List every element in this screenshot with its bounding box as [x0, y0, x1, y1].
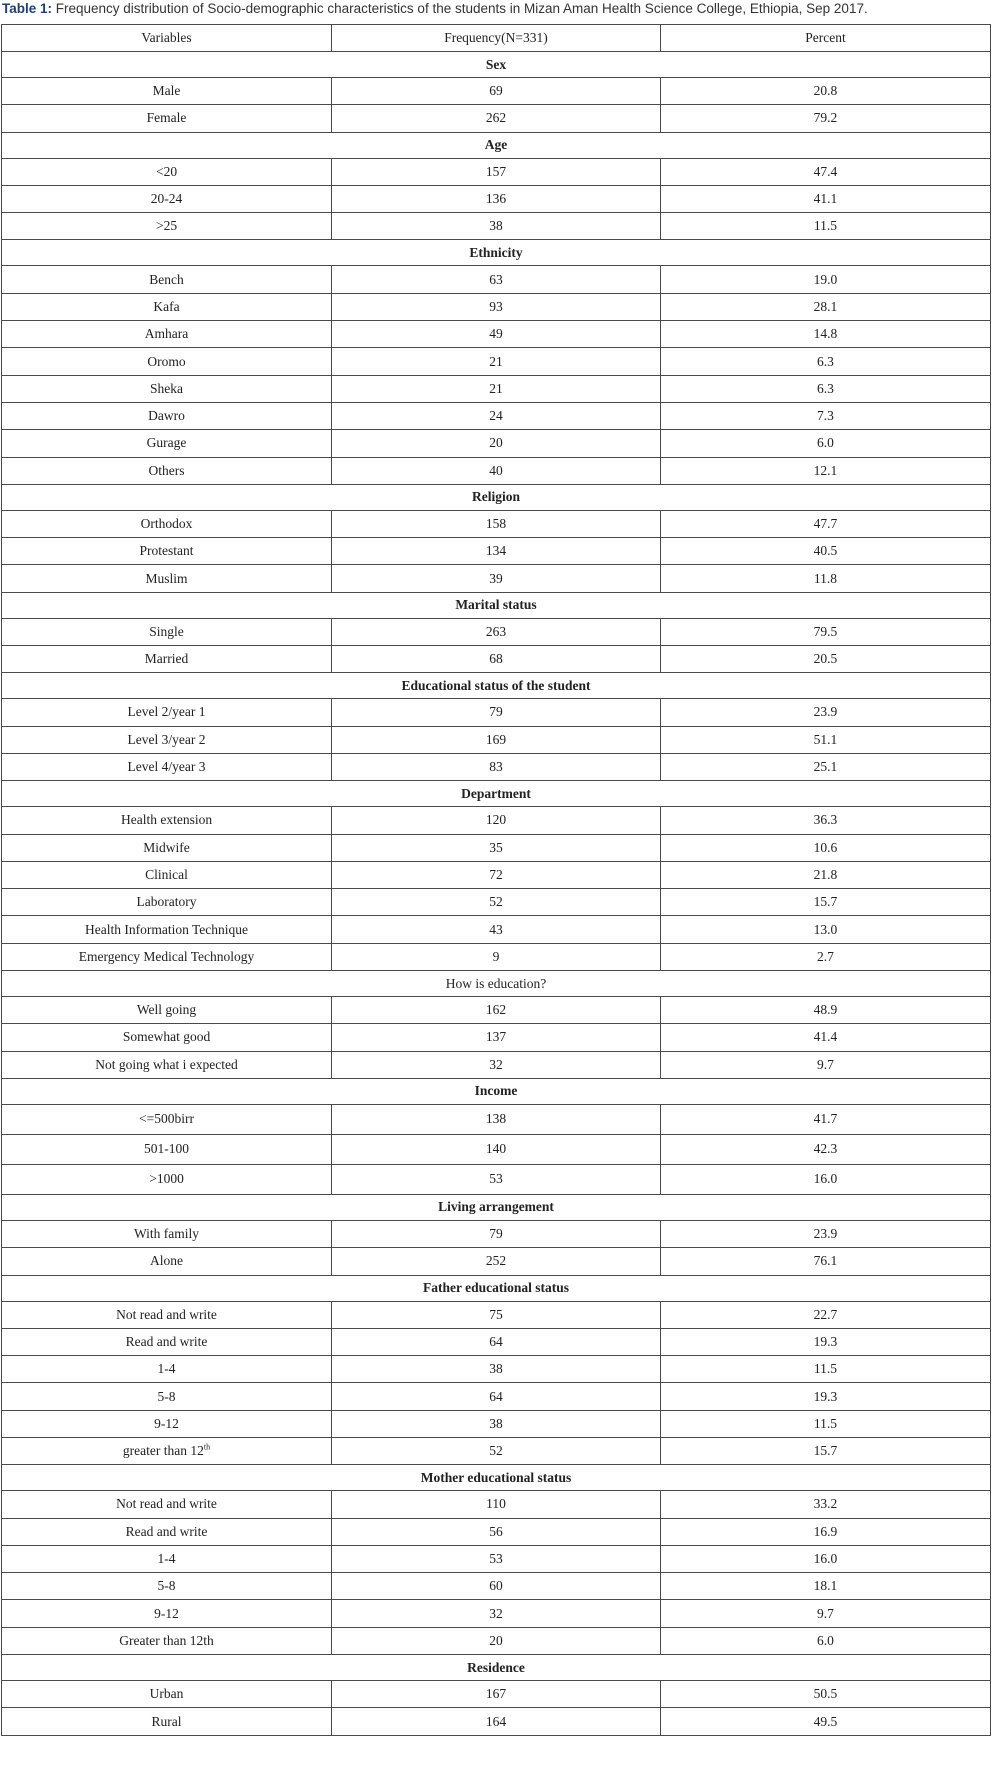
row-label-text: Female — [146, 110, 187, 126]
row-percent: 6.3 — [660, 375, 990, 402]
row-label — [2, 618, 332, 645]
row-label-text: Clinical — [145, 866, 188, 882]
table-row — [2, 1383, 991, 1410]
row-label-text: Midwife — [143, 839, 190, 855]
table-row — [2, 510, 991, 537]
header-percent: Percent — [660, 25, 990, 52]
table-body — [2, 52, 991, 1736]
row-frequency: 43 — [332, 916, 661, 943]
section-title: How is education? — [2, 971, 991, 997]
row-frequency: 52 — [332, 1437, 661, 1464]
row-percent: 79.2 — [660, 105, 990, 132]
row-percent: 6.0 — [660, 1627, 990, 1654]
row-label-text: Protestant — [139, 543, 194, 559]
row-label — [2, 699, 332, 726]
row-frequency: 252 — [332, 1248, 661, 1275]
row-percent: 42.3 — [660, 1134, 990, 1164]
row-percent: 40.5 — [660, 538, 990, 565]
row-percent: 23.9 — [660, 1220, 990, 1247]
row-frequency: 157 — [332, 158, 661, 185]
row-label — [2, 1410, 332, 1437]
row-label-text: <20 — [155, 163, 178, 179]
row-label — [2, 510, 332, 537]
table-row — [2, 538, 991, 565]
row-label — [2, 266, 332, 293]
section-title: Living arrangement — [2, 1194, 991, 1220]
row-label-text: >1000 — [149, 1171, 184, 1187]
row-frequency: 9 — [332, 943, 661, 970]
row-label-text: Read and write — [125, 1333, 208, 1349]
section-title: Residence — [2, 1655, 991, 1681]
row-percent: 15.7 — [660, 889, 990, 916]
row-label-text: >25 — [155, 218, 178, 234]
row-frequency: 38 — [332, 1410, 661, 1437]
row-frequency: 53 — [332, 1545, 661, 1572]
row-label — [2, 916, 332, 943]
row-frequency: 20 — [332, 430, 661, 457]
section-header-row — [2, 1194, 991, 1220]
table-row — [2, 726, 991, 753]
section-header-row — [2, 1465, 991, 1491]
row-percent: 49.5 — [660, 1708, 990, 1735]
table-row — [2, 889, 991, 916]
table-caption — [2, 0, 990, 18]
row-percent: 13.0 — [660, 916, 990, 943]
table-caption-text: Frequency distribution of Socio-demographic characteristics of the students in Mizan Aman Health Science College, Ethiopia, Sep 2017. — [52, 1, 868, 16]
row-label — [2, 158, 332, 185]
row-percent: 19.3 — [660, 1328, 990, 1355]
table-row — [2, 1437, 991, 1464]
row-percent: 11.5 — [660, 1356, 990, 1383]
row-label-text: greater than 12 — [122, 1443, 204, 1459]
row-label-text: Level 2/year 1 — [127, 704, 206, 720]
row-frequency: 164 — [332, 1708, 661, 1735]
row-frequency: 60 — [332, 1573, 661, 1600]
section-header-row — [2, 1655, 991, 1681]
table-row — [2, 105, 991, 132]
row-label-text: 5-8 — [157, 1578, 176, 1594]
section-header-row — [2, 971, 991, 997]
row-label — [2, 1301, 332, 1328]
table-row — [2, 943, 991, 970]
section-title: Department — [2, 781, 991, 807]
section-header-row — [2, 52, 991, 78]
row-label — [2, 1220, 332, 1247]
row-percent: 16.0 — [660, 1545, 990, 1572]
row-frequency: 40 — [332, 457, 661, 484]
row-label — [2, 807, 332, 834]
row-label — [2, 1356, 332, 1383]
row-percent: 36.3 — [660, 807, 990, 834]
row-label-text: Laboratory — [136, 894, 197, 910]
table-row — [2, 916, 991, 943]
row-frequency: 83 — [332, 753, 661, 780]
row-percent: 2.7 — [660, 943, 990, 970]
table-row — [2, 1410, 991, 1437]
table-row — [2, 321, 991, 348]
row-frequency: 79 — [332, 699, 661, 726]
table-row — [2, 807, 991, 834]
row-frequency: 162 — [332, 997, 661, 1024]
row-label — [2, 1491, 332, 1518]
row-percent: 28.1 — [660, 293, 990, 320]
section-header-row — [2, 781, 991, 807]
row-frequency: 64 — [332, 1328, 661, 1355]
row-label-text: 1-4 — [157, 1361, 176, 1377]
row-frequency: 39 — [332, 565, 661, 592]
row-label-text: Rural — [151, 1713, 182, 1729]
row-frequency: 138 — [332, 1104, 661, 1134]
row-frequency: 75 — [332, 1301, 661, 1328]
row-percent: 41.4 — [660, 1024, 990, 1051]
row-percent: 20.8 — [660, 78, 990, 105]
table-row — [2, 834, 991, 861]
row-label — [2, 646, 332, 673]
section-title: Age — [2, 132, 991, 158]
row-label-text: Level 4/year 3 — [127, 759, 206, 775]
row-percent: 7.3 — [660, 402, 990, 429]
table-caption-label: Table 1: — [2, 1, 53, 16]
row-label — [2, 1545, 332, 1572]
row-label — [2, 1681, 332, 1708]
row-percent: 47.4 — [660, 158, 990, 185]
header-frequency: Frequency(N=331) — [332, 25, 661, 52]
row-label — [2, 1518, 332, 1545]
row-label-text: Not going what i expected — [95, 1056, 238, 1072]
row-percent: 11.8 — [660, 565, 990, 592]
row-frequency: 69 — [332, 78, 661, 105]
section-header-row — [2, 1275, 991, 1301]
section-header-row — [2, 673, 991, 699]
row-label-text: Health Information Technique — [85, 921, 249, 937]
table-row — [2, 646, 991, 673]
row-frequency: 93 — [332, 293, 661, 320]
row-percent: 41.1 — [660, 185, 990, 212]
row-frequency: 72 — [332, 861, 661, 888]
row-percent: 15.7 — [660, 1437, 990, 1464]
table-row — [2, 753, 991, 780]
row-percent: 14.8 — [660, 321, 990, 348]
row-percent: 11.5 — [660, 213, 990, 240]
table-row — [2, 997, 991, 1024]
row-frequency: 79 — [332, 1220, 661, 1247]
row-frequency: 21 — [332, 348, 661, 375]
row-label-text: Read and write — [125, 1523, 208, 1539]
row-frequency: 167 — [332, 1681, 661, 1708]
row-label — [2, 213, 332, 240]
row-label — [2, 321, 332, 348]
row-frequency: 137 — [332, 1024, 661, 1051]
row-label-text: Somewhat good — [122, 1029, 211, 1045]
row-percent: 47.7 — [660, 510, 990, 537]
row-label-text: 9-12 — [154, 1605, 179, 1621]
row-frequency: 52 — [332, 889, 661, 916]
row-label — [2, 1164, 332, 1194]
row-label-text: Others — [148, 462, 185, 478]
row-label-text: Not read and write — [116, 1496, 217, 1512]
section-title: Marital status — [2, 592, 991, 618]
row-frequency: 20 — [332, 1627, 661, 1654]
row-label-text: 20-24 — [150, 191, 183, 207]
row-label — [2, 1383, 332, 1410]
section-header-row — [2, 484, 991, 510]
table-row — [2, 375, 991, 402]
row-label-text: 1-4 — [157, 1551, 176, 1567]
table-row — [2, 1708, 991, 1735]
row-label-text: Kafa — [153, 298, 180, 314]
row-label — [2, 1024, 332, 1051]
row-percent: 22.7 — [660, 1301, 990, 1328]
section-title: Mother educational status — [2, 1465, 991, 1491]
row-frequency: 158 — [332, 510, 661, 537]
row-label-text: <=500birr — [139, 1111, 195, 1127]
row-percent: 19.3 — [660, 1383, 990, 1410]
row-label-text: Well going — [136, 1002, 197, 1018]
table-row — [2, 1301, 991, 1328]
row-frequency: 110 — [332, 1491, 661, 1518]
table-row — [2, 1220, 991, 1247]
row-percent: 9.7 — [660, 1051, 990, 1078]
row-label-text: With family — [133, 1226, 200, 1242]
row-label-text: Male — [152, 83, 181, 99]
row-label — [2, 105, 332, 132]
row-label-text: Amhara — [144, 326, 189, 342]
row-frequency: 38 — [332, 1356, 661, 1383]
table-row — [2, 78, 991, 105]
row-label — [2, 1248, 332, 1275]
row-label — [2, 1600, 332, 1627]
row-label — [2, 457, 332, 484]
table-row — [2, 348, 991, 375]
row-percent: 6.3 — [660, 348, 990, 375]
row-label — [2, 375, 332, 402]
section-title: Income — [2, 1078, 991, 1104]
row-label — [2, 834, 332, 861]
row-label — [2, 1708, 332, 1735]
table-header-row — [2, 25, 991, 52]
row-frequency: 32 — [332, 1600, 661, 1627]
row-frequency: 24 — [332, 402, 661, 429]
row-label — [2, 997, 332, 1024]
row-frequency: 136 — [332, 185, 661, 212]
table-row — [2, 1545, 991, 1572]
row-label-text: Muslim — [145, 570, 188, 586]
row-frequency: 38 — [332, 213, 661, 240]
row-frequency: 68 — [332, 646, 661, 673]
section-header-row — [2, 1078, 991, 1104]
table-row — [2, 1104, 991, 1134]
row-label — [2, 565, 332, 592]
row-label — [2, 1328, 332, 1355]
row-label — [2, 1627, 332, 1654]
row-percent: 41.7 — [660, 1104, 990, 1134]
row-frequency: 49 — [332, 321, 661, 348]
row-percent: 76.1 — [660, 1248, 990, 1275]
row-label-text: Sheka — [150, 380, 184, 396]
section-header-row — [2, 132, 991, 158]
table-row — [2, 861, 991, 888]
row-label-text: Not read and write — [116, 1306, 217, 1322]
table-row — [2, 618, 991, 645]
row-label — [2, 1573, 332, 1600]
row-percent: 18.1 — [660, 1573, 990, 1600]
row-label — [2, 185, 332, 212]
row-label-text: Gurage — [146, 435, 187, 451]
section-title: Father educational status — [2, 1275, 991, 1301]
row-frequency: 169 — [332, 726, 661, 753]
section-header-row — [2, 592, 991, 618]
row-percent: 51.1 — [660, 726, 990, 753]
table-row — [2, 1356, 991, 1383]
row-percent: 23.9 — [660, 699, 990, 726]
table-row — [2, 1248, 991, 1275]
row-label-text: Alone — [150, 1253, 184, 1269]
row-percent: 11.5 — [660, 1410, 990, 1437]
row-label-superscript: th — [203, 1442, 211, 1452]
row-label-text: Emergency Medical Technology — [78, 948, 255, 964]
row-frequency: 134 — [332, 538, 661, 565]
row-label-text: Oromo — [147, 353, 186, 369]
row-label-text: 9-12 — [154, 1415, 179, 1431]
row-label-text: Health extension — [120, 812, 213, 828]
row-label-text: Single — [149, 623, 184, 639]
row-percent: 10.6 — [660, 834, 990, 861]
table-row — [2, 430, 991, 457]
row-label-text: Orthodox — [140, 516, 193, 531]
row-label — [2, 348, 332, 375]
table-row — [2, 266, 991, 293]
table-row — [2, 158, 991, 185]
row-frequency: 53 — [332, 1164, 661, 1194]
section-header-row — [2, 240, 991, 266]
row-frequency: 21 — [332, 375, 661, 402]
row-label-text: Bench — [149, 271, 184, 287]
table-row — [2, 1024, 991, 1051]
row-frequency: 140 — [332, 1134, 661, 1164]
row-label — [2, 726, 332, 753]
row-frequency: 262 — [332, 105, 661, 132]
row-percent: 20.5 — [660, 646, 990, 673]
row-percent: 16.9 — [660, 1518, 990, 1545]
table-row — [2, 565, 991, 592]
table-row — [2, 213, 991, 240]
row-label-text: Married — [144, 651, 189, 667]
frequency-table — [1, 24, 991, 1736]
row-frequency: 64 — [332, 1383, 661, 1410]
table-row — [2, 1518, 991, 1545]
row-label — [2, 1134, 332, 1164]
row-label — [2, 1104, 332, 1134]
row-label — [2, 943, 332, 970]
row-label — [2, 753, 332, 780]
table-row — [2, 402, 991, 429]
table-row — [2, 1627, 991, 1654]
table-row — [2, 1134, 991, 1164]
row-label — [2, 889, 332, 916]
table-row — [2, 457, 991, 484]
table-row — [2, 293, 991, 320]
row-percent: 19.0 — [660, 266, 990, 293]
row-label-text: Urban — [149, 1686, 184, 1702]
row-frequency: 32 — [332, 1051, 661, 1078]
row-label — [2, 78, 332, 105]
table-row — [2, 1328, 991, 1355]
table-row — [2, 1051, 991, 1078]
row-frequency: 263 — [332, 618, 661, 645]
row-percent: 6.0 — [660, 430, 990, 457]
row-percent: 33.2 — [660, 1491, 990, 1518]
row-label-text: Greater than 12th — [119, 1632, 214, 1648]
row-frequency: 56 — [332, 1518, 661, 1545]
row-percent: 21.8 — [660, 861, 990, 888]
row-frequency: 35 — [332, 834, 661, 861]
row-frequency: 120 — [332, 807, 661, 834]
row-percent: 9.7 — [660, 1600, 990, 1627]
row-percent: 79.5 — [660, 618, 990, 645]
row-label-text: Level 3/year 2 — [127, 731, 206, 747]
table-row — [2, 1164, 991, 1194]
row-percent: 50.5 — [660, 1681, 990, 1708]
table-row — [2, 185, 991, 212]
section-title: Religion — [2, 484, 991, 510]
section-title: Educational status of the student — [2, 673, 991, 699]
row-frequency: 63 — [332, 266, 661, 293]
row-label-text: Dawro — [148, 408, 185, 424]
table-row — [2, 699, 991, 726]
row-label — [2, 861, 332, 888]
row-label — [2, 538, 332, 565]
row-label — [2, 430, 332, 457]
table-row — [2, 1491, 991, 1518]
row-percent: 16.0 — [660, 1164, 990, 1194]
row-percent: 12.1 — [660, 457, 990, 484]
table-row — [2, 1681, 991, 1708]
row-label — [2, 402, 332, 429]
row-label-text: 501-100 — [144, 1141, 190, 1157]
row-label — [2, 1051, 332, 1078]
table-row — [2, 1600, 991, 1627]
row-label-text: 5-8 — [157, 1388, 176, 1404]
row-label — [2, 293, 332, 320]
row-percent: 25.1 — [660, 753, 990, 780]
section-title: Ethnicity — [2, 240, 991, 266]
header-variables: Variables — [2, 25, 332, 52]
row-percent: 48.9 — [660, 997, 990, 1024]
section-title: Sex — [2, 52, 991, 78]
row-label — [2, 1437, 332, 1464]
table-row — [2, 1573, 991, 1600]
